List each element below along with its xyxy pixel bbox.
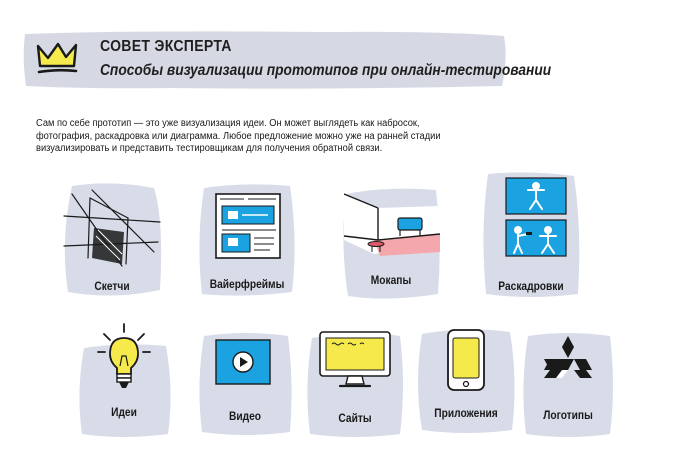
tile-sketches: [58, 180, 166, 300]
intro-line: Сам по себе прототип — это уже визуализация идеи. Он может выглядеть как набросок,: [36, 118, 420, 129]
tile-wireframes: [194, 180, 300, 300]
tile-apps: [414, 326, 518, 436]
banner-title: СОВЕТ ЭКСПЕРТА: [100, 38, 232, 55]
tile-sites: [302, 330, 408, 440]
banner-background: [22, 28, 508, 92]
three-diamond-logo-icon: [542, 334, 594, 380]
intro-paragraph: [36, 118, 594, 156]
desktop-monitor-icon: [318, 330, 392, 392]
tile-label: Вайерфреймы: [209, 277, 285, 291]
lightbulb-icon: [94, 322, 154, 394]
tile-label: Сайты: [338, 411, 372, 425]
tile-label: Видео: [228, 409, 262, 423]
tile-mockups: [338, 184, 444, 302]
intro-line: фотография, раскадровка или диаграмма. Любое предложение можно уже на ранней стадии: [36, 130, 441, 142]
perspective-sketch-icon: [62, 188, 162, 268]
tile-label: Скетчи: [94, 279, 130, 293]
tile-label: Приложения: [434, 406, 498, 420]
wireframe-icon: [214, 192, 282, 260]
smartphone-icon: [446, 328, 486, 392]
tile-label: Идеи: [111, 405, 137, 419]
tip-banner: [22, 28, 552, 92]
crown-icon: [36, 40, 80, 76]
tile-video: [196, 330, 294, 438]
video-player-icon: [214, 338, 272, 386]
tile-logos: [520, 330, 616, 440]
tile-label: Логотипы: [543, 408, 593, 422]
tile-storyboards: [478, 170, 584, 300]
banner-subtitle: Способы визуализации прототипов при онлайн-тестировании: [100, 62, 552, 79]
intro-line: визуализировать и представить тестировщикам для получения обратной связи.: [36, 143, 383, 154]
tile-ideas: [74, 322, 174, 440]
storyboard-icon: [504, 176, 568, 258]
room-mockup-icon: [344, 192, 440, 262]
tile-label: Мокапы: [370, 273, 412, 287]
tile-label: Раскадровки: [498, 279, 564, 293]
